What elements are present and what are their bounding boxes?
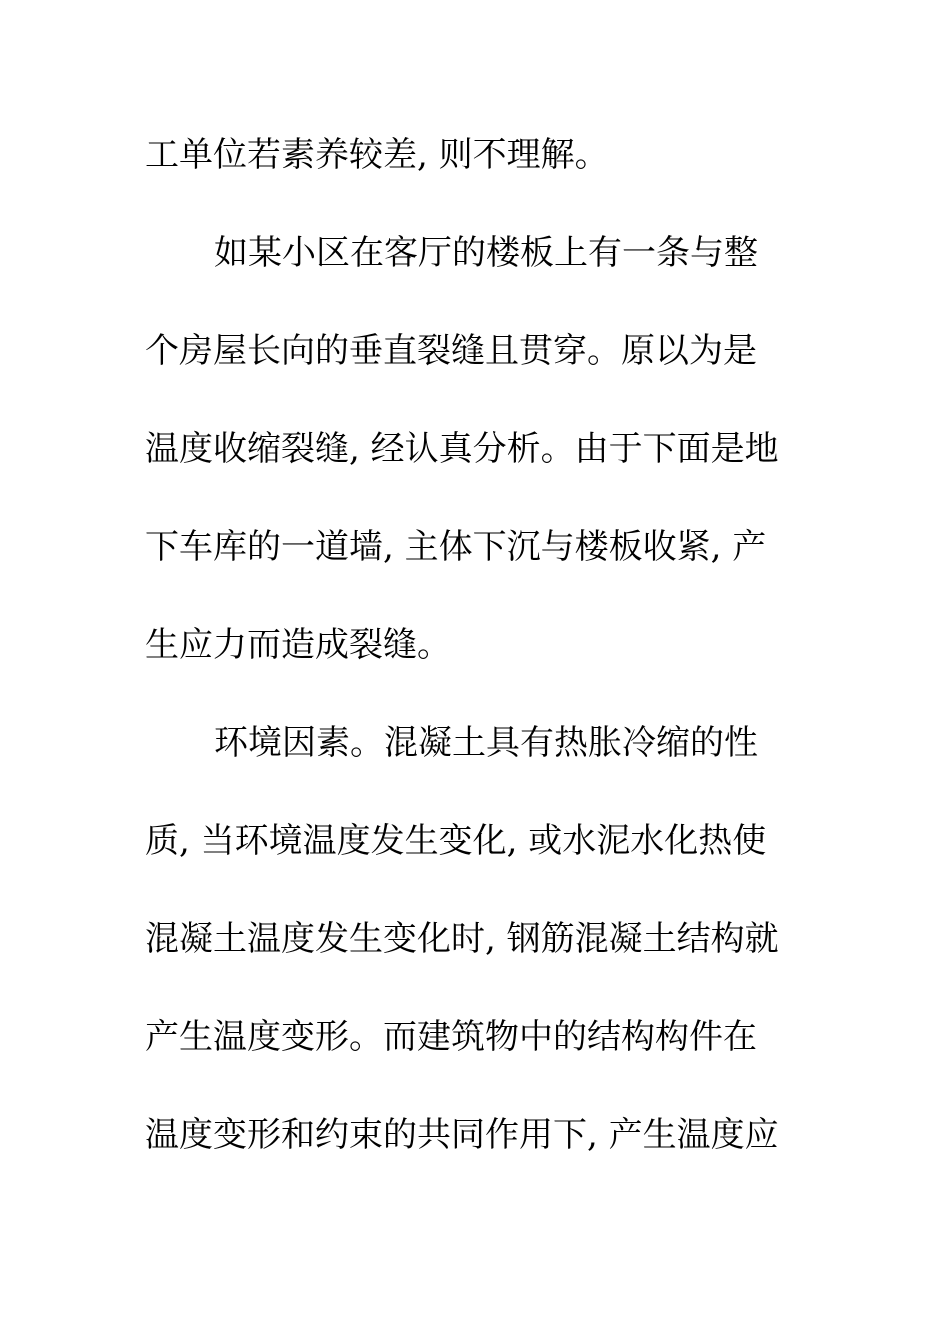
text-line: 产生温度变形。而建筑物中的结构构件在	[145, 1017, 757, 1057]
text-line: 工单位若素养较差, 则不理解。	[145, 135, 609, 175]
text-line: 质, 当环境温度发生变化, 或水泥水化热使	[145, 821, 767, 861]
paragraph-start-line: 环境因素。混凝土具有热胀冷缩的性	[214, 723, 758, 763]
text-line: 温度变形和约束的共同作用下, 产生温度应	[145, 1115, 779, 1155]
text-line: 个房屋长向的垂直裂缝且贯穿。原以为是	[145, 331, 757, 371]
text-line: 温度收缩裂缝, 经认真分析。由于下面是地	[145, 429, 779, 469]
text-line: 生应力而造成裂缝。	[145, 625, 451, 665]
text-line: 下车库的一道墙, 主体下沉与楼板收紧, 产	[145, 527, 767, 567]
text-line: 混凝土温度发生变化时, 钢筋混凝土结构就	[145, 919, 779, 959]
paragraph-start-line: 如某小区在客厅的楼板上有一条与整	[214, 233, 758, 273]
